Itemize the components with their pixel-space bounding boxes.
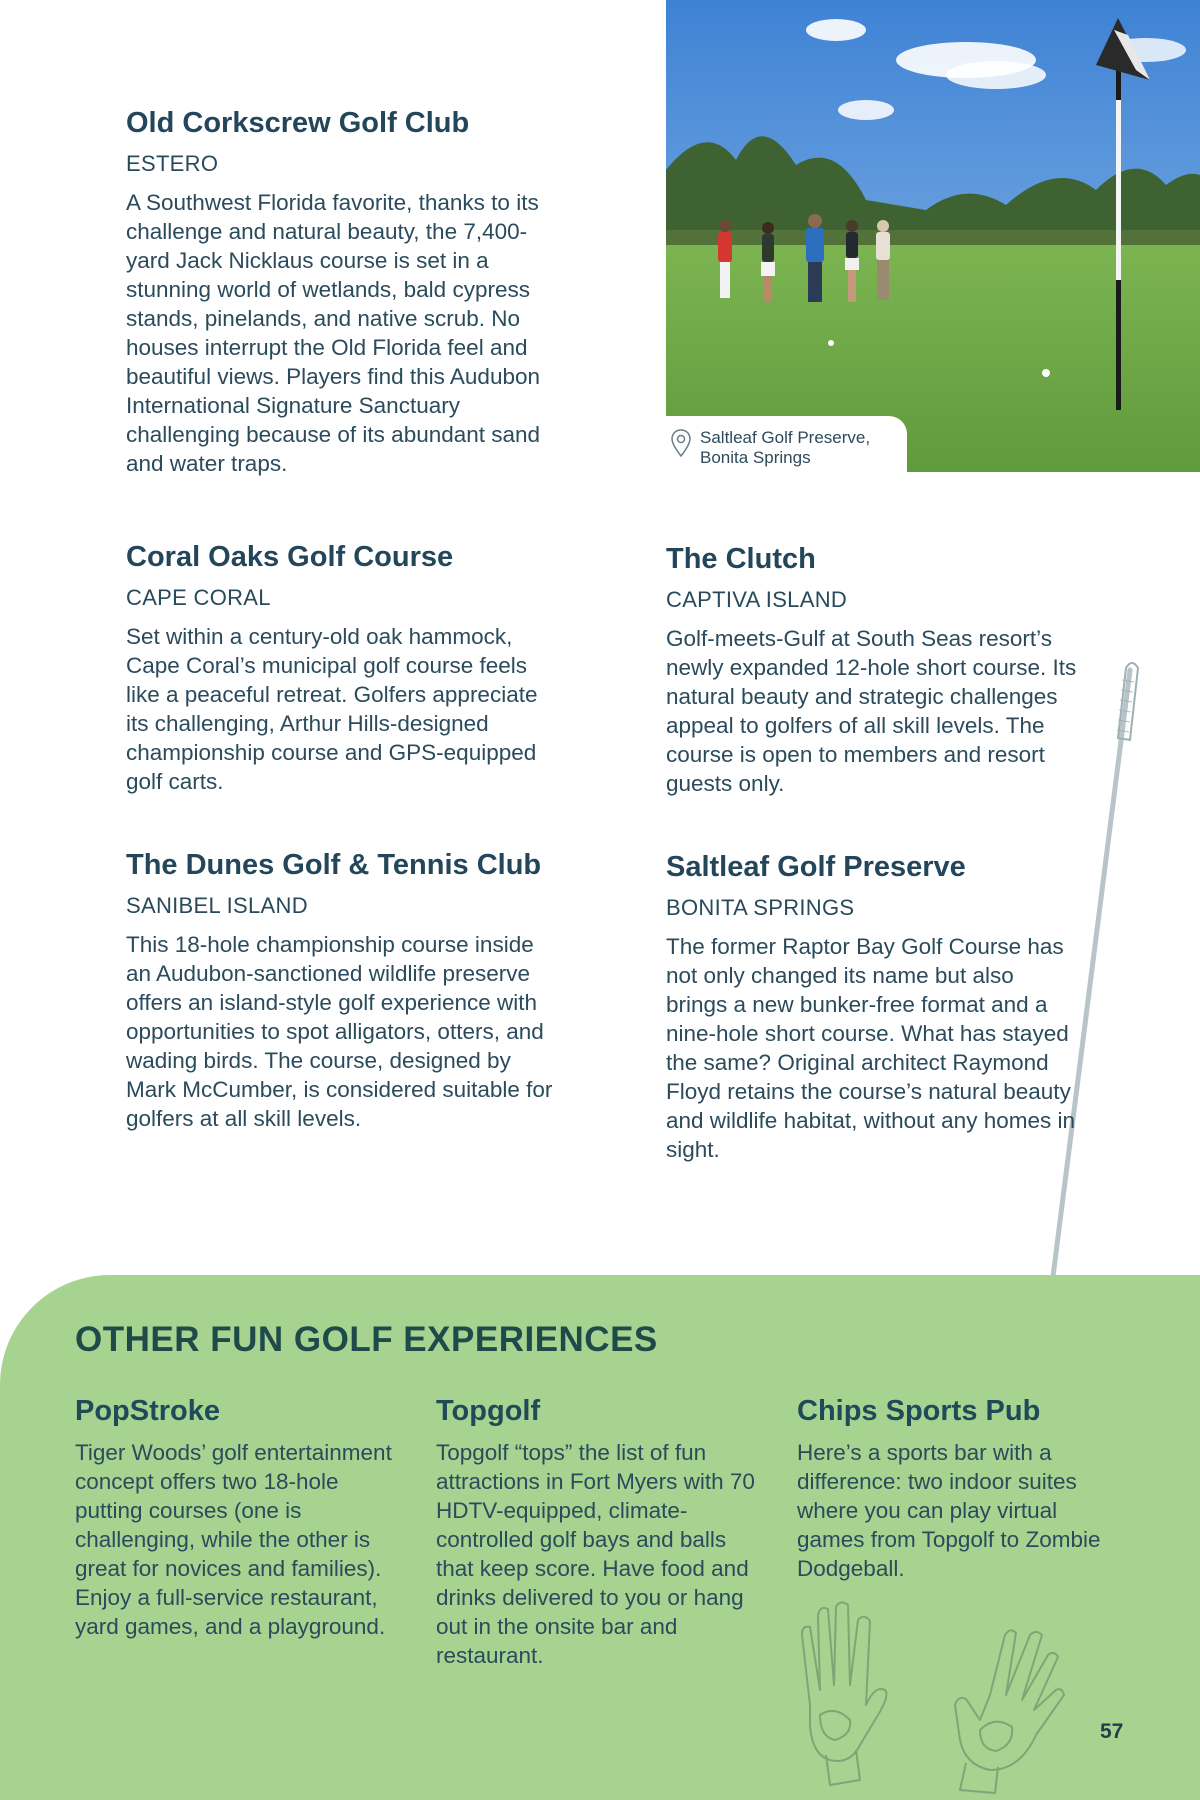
- course-name: Coral Oaks Golf Course: [126, 541, 454, 573]
- experience-description: Tiger Woods’ golf entertainment concept offers two 18-hole putting courses (one is challenging, while the other is great for novices and families). Enjoy a full-service restaurant, yard games, and a playground.: [75, 1440, 392, 1639]
- page-number: 57: [1100, 1720, 1124, 1743]
- experience-popstroke: [75, 1395, 405, 1641]
- course-location: BONITA SPRINGS: [666, 894, 855, 920]
- experience-name: Topgolf: [436, 1395, 541, 1427]
- course-name: The Dunes Golf & Tennis Club: [126, 849, 542, 881]
- experience-description: Topgolf “tops” the list of fun attractions in Fort Myers with 70 HDTV-equipped, climate-controlled golf bays and balls that keep score. Have food and drinks delivered to you or hang out in the onsite bar and restaurant.: [436, 1440, 755, 1668]
- location-pin-icon: [670, 428, 692, 458]
- course-name: The Clutch: [666, 543, 816, 575]
- course-name: Saltleaf Golf Preserve: [666, 851, 966, 883]
- photo-caption: [666, 416, 907, 472]
- course-location: CAPE CORAL: [126, 584, 271, 610]
- course-name: Old Corkscrew Golf Club: [126, 107, 470, 139]
- course-location: ESTERO: [126, 150, 219, 176]
- experience-name: PopStroke: [75, 1395, 221, 1427]
- course-description: This 18-hole championship course inside an Audubon-sanctioned wildlife preserve offers an island-style golf experience with opportunities to spot alligators, otters, and wading birds. The course, designed by Mark McCumber, is considered suitable for golfers at all skill levels.: [126, 931, 553, 1131]
- course-description: Set within a century-old oak hammock, Cape Coral’s municipal golf course feels like a peaceful retreat. Golfers appreciate its challenging, Arthur Hills-designed championship course and GPS-equipped golf carts.: [126, 623, 538, 794]
- caption-line-2: Bonita Springs: [700, 448, 811, 467]
- other-experiences-section: [0, 1275, 1200, 1800]
- experience-description: Here’s a sports bar with a difference: two indoor suites where you can play virtual games from Topgolf to Zombie Dodgeball.: [797, 1440, 1101, 1581]
- course-coral-oaks: [126, 540, 556, 796]
- course-the-dunes: [126, 848, 556, 1133]
- course-photo: [666, 0, 1200, 472]
- course-old-corkscrew: [126, 106, 546, 478]
- caption-line-1: Saltleaf Golf Preserve,: [700, 428, 871, 447]
- course-description: A Southwest Florida favorite, thanks to its challenge and natural beauty, the 7,400-yard Jack Nicklaus course is set in a stunning world of wetlands, bald cypress stands, pinelands, and native scrub. No houses interrupt the Old Florida feel and beautiful views. Players find this Audubon International Signature Sanctuary challenging because of its abundant sand and water traps.: [126, 189, 541, 476]
- course-description: The former Raptor Bay Golf Course has not only changed its name but also brings a new bunker-free format and a nine-hole short course. What has stayed the same? Original architect Raymond Floyd retains the course’s natural beauty and wildlife habitat, without any homes in sight.: [666, 933, 1075, 1162]
- course-the-clutch: [666, 542, 1086, 798]
- caption-text: [700, 428, 870, 468]
- course-saltleaf: [666, 850, 1076, 1164]
- section-title: OTHER FUN GOLF EXPERIENCES: [75, 1320, 658, 1359]
- course-description: Golf-meets-Gulf at South Seas resort’s newly expanded 12-hole short course. Its natural beauty and strategic challenges appeal to golfers of all skill levels. The course is open to members and resort guests only.: [666, 625, 1077, 796]
- experience-name: Chips Sports Pub: [797, 1395, 1041, 1427]
- experience-topgolf: [436, 1395, 756, 1670]
- course-location: SANIBEL ISLAND: [126, 892, 308, 918]
- golf-gloves-illustration: [790, 1595, 1070, 1795]
- experience-chips: [797, 1395, 1107, 1583]
- course-location: CAPTIVA ISLAND: [666, 586, 848, 612]
